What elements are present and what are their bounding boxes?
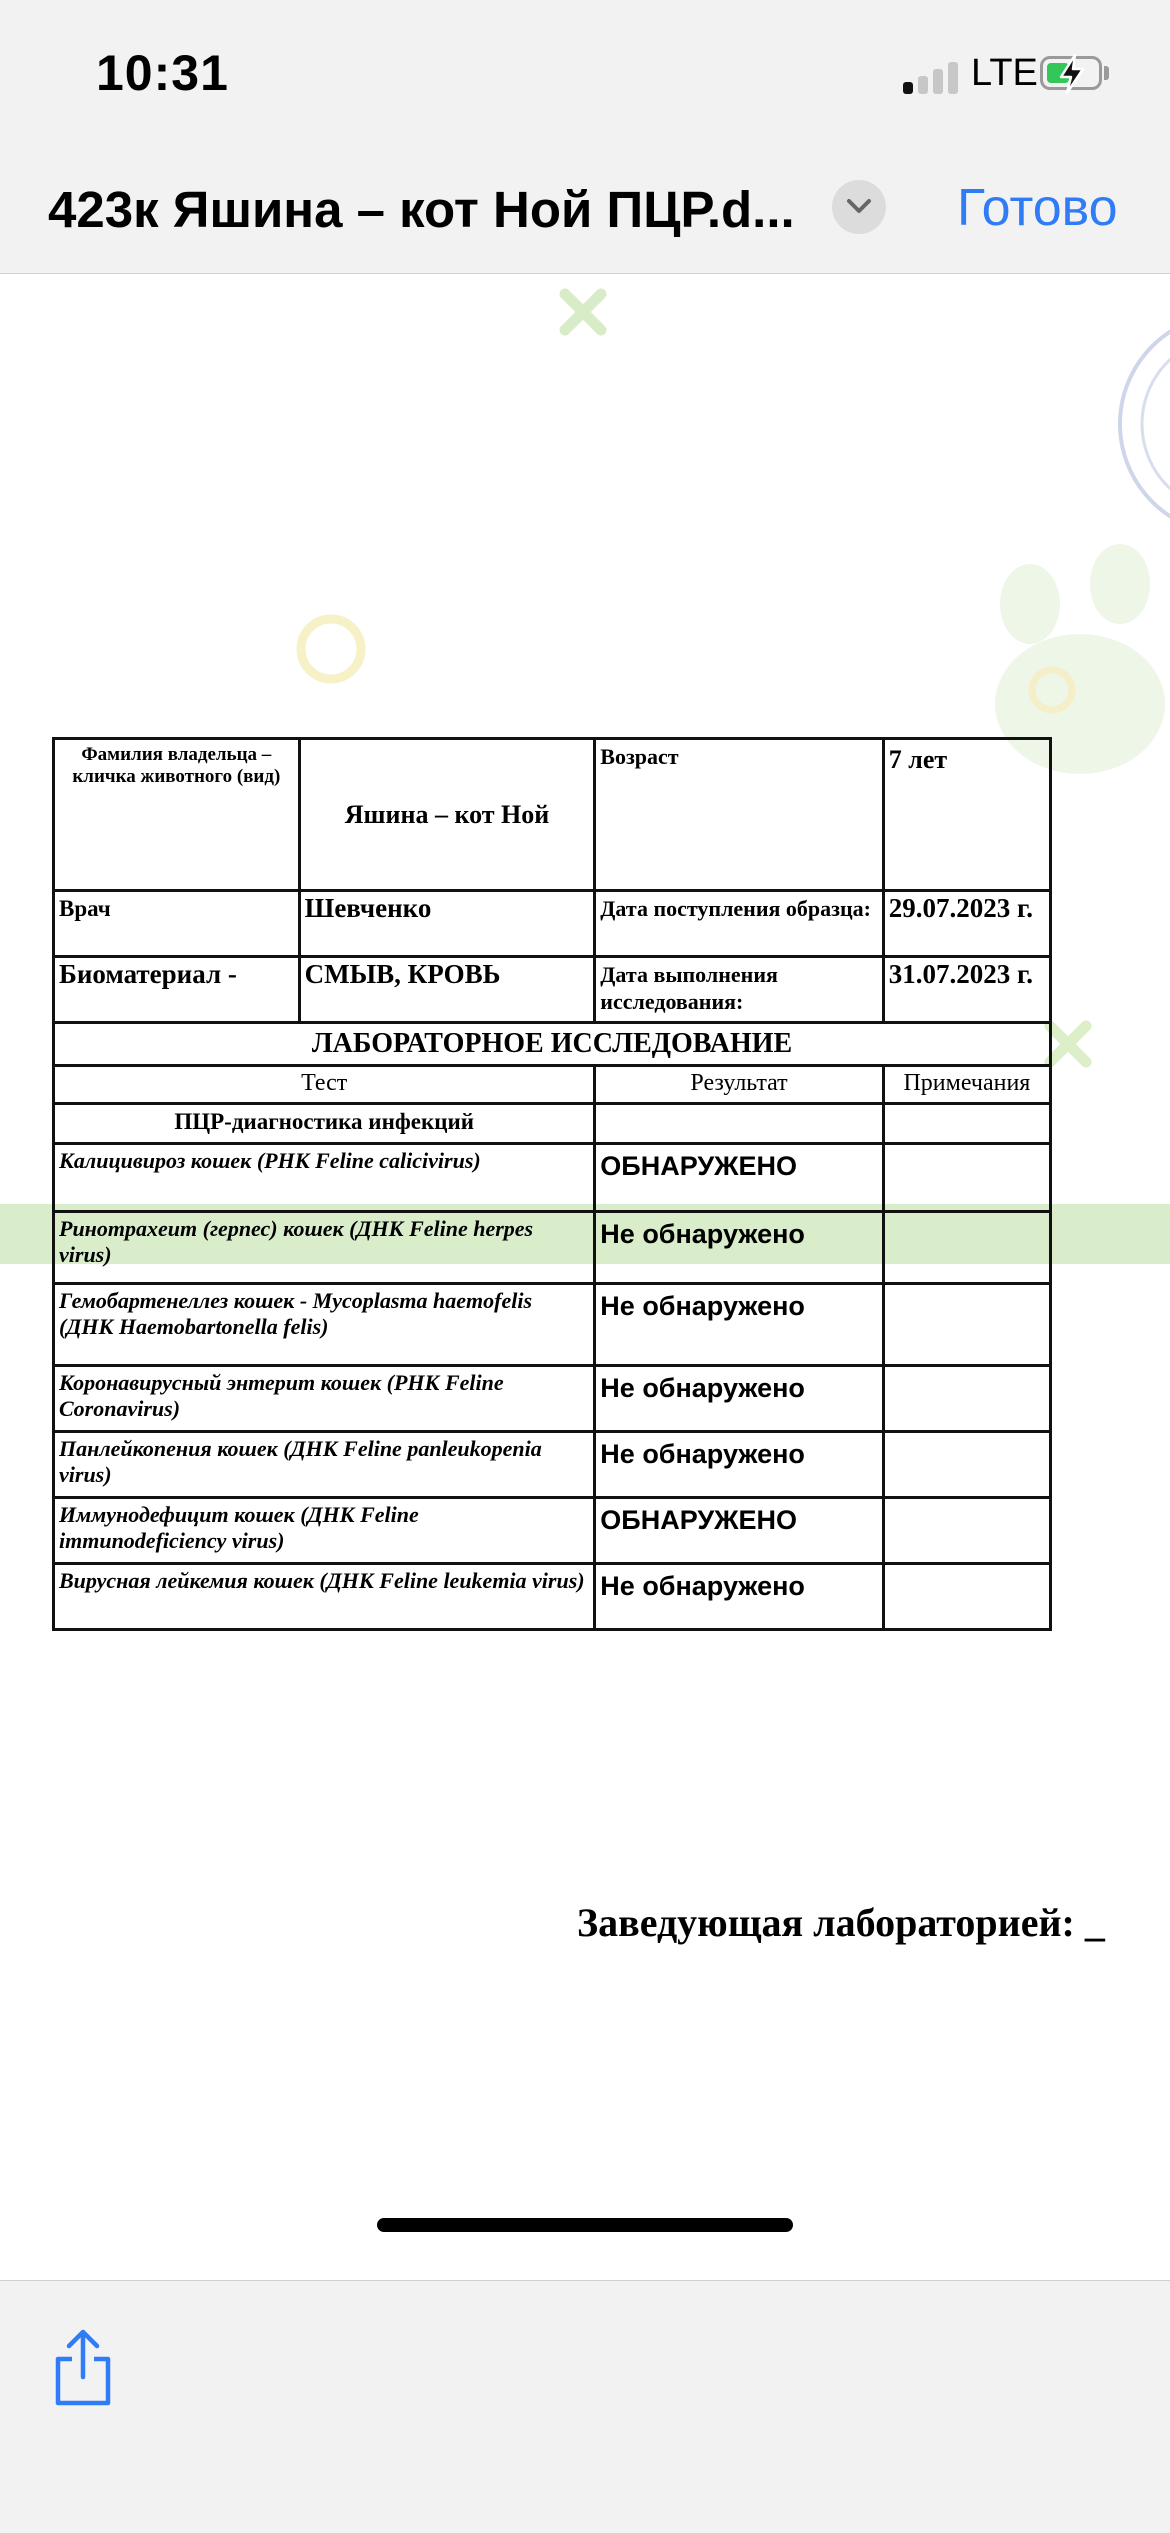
stamp-icon	[1110, 294, 1170, 554]
test-result: ОБНАРУЖЕНО	[595, 1498, 883, 1564]
biomaterial-value: СМЫВ, КРОВЬ	[299, 957, 595, 1023]
table-row	[54, 1284, 1051, 1366]
title-menu-button[interactable]	[832, 180, 886, 234]
cross-decoration-icon	[555, 284, 611, 340]
lab-results-table	[52, 737, 1052, 1631]
test-name: Коронавирусный энтерит кошек (РНК Feline Coronavirus)	[54, 1366, 595, 1432]
signature-line: Заведующая лабораторией: _	[577, 1900, 1105, 1945]
doctor-label: Врач	[54, 891, 300, 957]
home-indicator	[377, 2218, 793, 2232]
column-header-test: Тест	[54, 1066, 595, 1104]
age-value: 7 лет	[883, 739, 1050, 891]
received-date-value: 29.07.2023 г.	[883, 891, 1050, 957]
table-row	[54, 1212, 1051, 1284]
test-note	[883, 1212, 1050, 1284]
signal-icon	[903, 60, 959, 94]
status-bar	[0, 0, 1170, 140]
test-note	[883, 1284, 1050, 1366]
table-row	[54, 1366, 1051, 1432]
test-note	[883, 1366, 1050, 1432]
test-note	[883, 1144, 1050, 1212]
group-note-empty	[883, 1104, 1050, 1144]
test-result: Не обнаружено	[595, 1432, 883, 1498]
column-header-result: Результат	[595, 1066, 883, 1104]
test-result: Не обнаружено	[595, 1284, 883, 1366]
owner-value: Яшина – кот Ной	[299, 739, 595, 891]
status-time: 10:31	[96, 45, 229, 101]
bottom-toolbar	[0, 2280, 1170, 2533]
column-header-notes: Примечания	[883, 1066, 1050, 1104]
share-icon[interactable]	[52, 2327, 114, 2407]
test-name: Панлейкопения кошек (ДНК Feline panleukopenia virus)	[54, 1432, 595, 1498]
test-note	[883, 1564, 1050, 1630]
nav-bar	[0, 140, 1170, 274]
circle-decoration-icon	[292, 610, 370, 688]
biomaterial-label: Биоматериал -	[54, 957, 300, 1023]
test-result: Не обнаружено	[595, 1564, 883, 1630]
test-name: Ринотрахеит (герпес) кошек (ДНК Feline herpes virus)	[54, 1212, 595, 1284]
group-title: ПЦР-диагностика инфекций	[54, 1104, 595, 1144]
received-date-label: Дата поступления образца:	[595, 891, 883, 957]
test-name: Гемобартенеллез кошек - Mycoplasma haemofelis (ДНК Haemobartonella felis)	[54, 1284, 595, 1366]
network-type: LTE	[971, 52, 1038, 94]
test-note	[883, 1432, 1050, 1498]
done-button[interactable]: Готово	[957, 179, 1118, 237]
table-row	[54, 1564, 1051, 1630]
test-result: Не обнаружено	[595, 1212, 883, 1284]
section-title: ЛАБОРАТОРНОЕ ИССЛЕДОВАНИЕ	[54, 1023, 1051, 1066]
table-row	[54, 1144, 1051, 1212]
chevron-down-icon	[845, 195, 873, 219]
test-result: Не обнаружено	[595, 1366, 883, 1432]
group-result-empty	[595, 1104, 883, 1144]
completed-date-value: 31.07.2023 г.	[883, 957, 1050, 1023]
age-label: Возраст	[595, 739, 883, 891]
document-view[interactable]	[0, 274, 1170, 2280]
test-name: Вирусная лейкемия кошек (ДНК Feline leukemia virus)	[54, 1564, 595, 1630]
table-row	[54, 1498, 1051, 1564]
test-name: Иммунодефицит кошек (ДНК Feline immunodeficiency virus)	[54, 1498, 595, 1564]
owner-label: Фамилия владельца – кличка животного (вид)	[54, 739, 300, 891]
test-result: ОБНАРУЖЕНО	[595, 1144, 883, 1212]
battery-icon	[1040, 56, 1102, 90]
completed-date-label: Дата выполнения исследования:	[595, 957, 883, 1023]
test-note	[883, 1498, 1050, 1564]
doctor-value: Шевченко	[299, 891, 595, 957]
battery-tip	[1104, 66, 1109, 80]
document-title[interactable]: 423к Яшина – кот Ной ПЦР.d...	[48, 181, 795, 238]
test-name: Калицивироз кошек (РНК Feline calicivirus)	[54, 1144, 595, 1212]
table-row	[54, 1432, 1051, 1498]
